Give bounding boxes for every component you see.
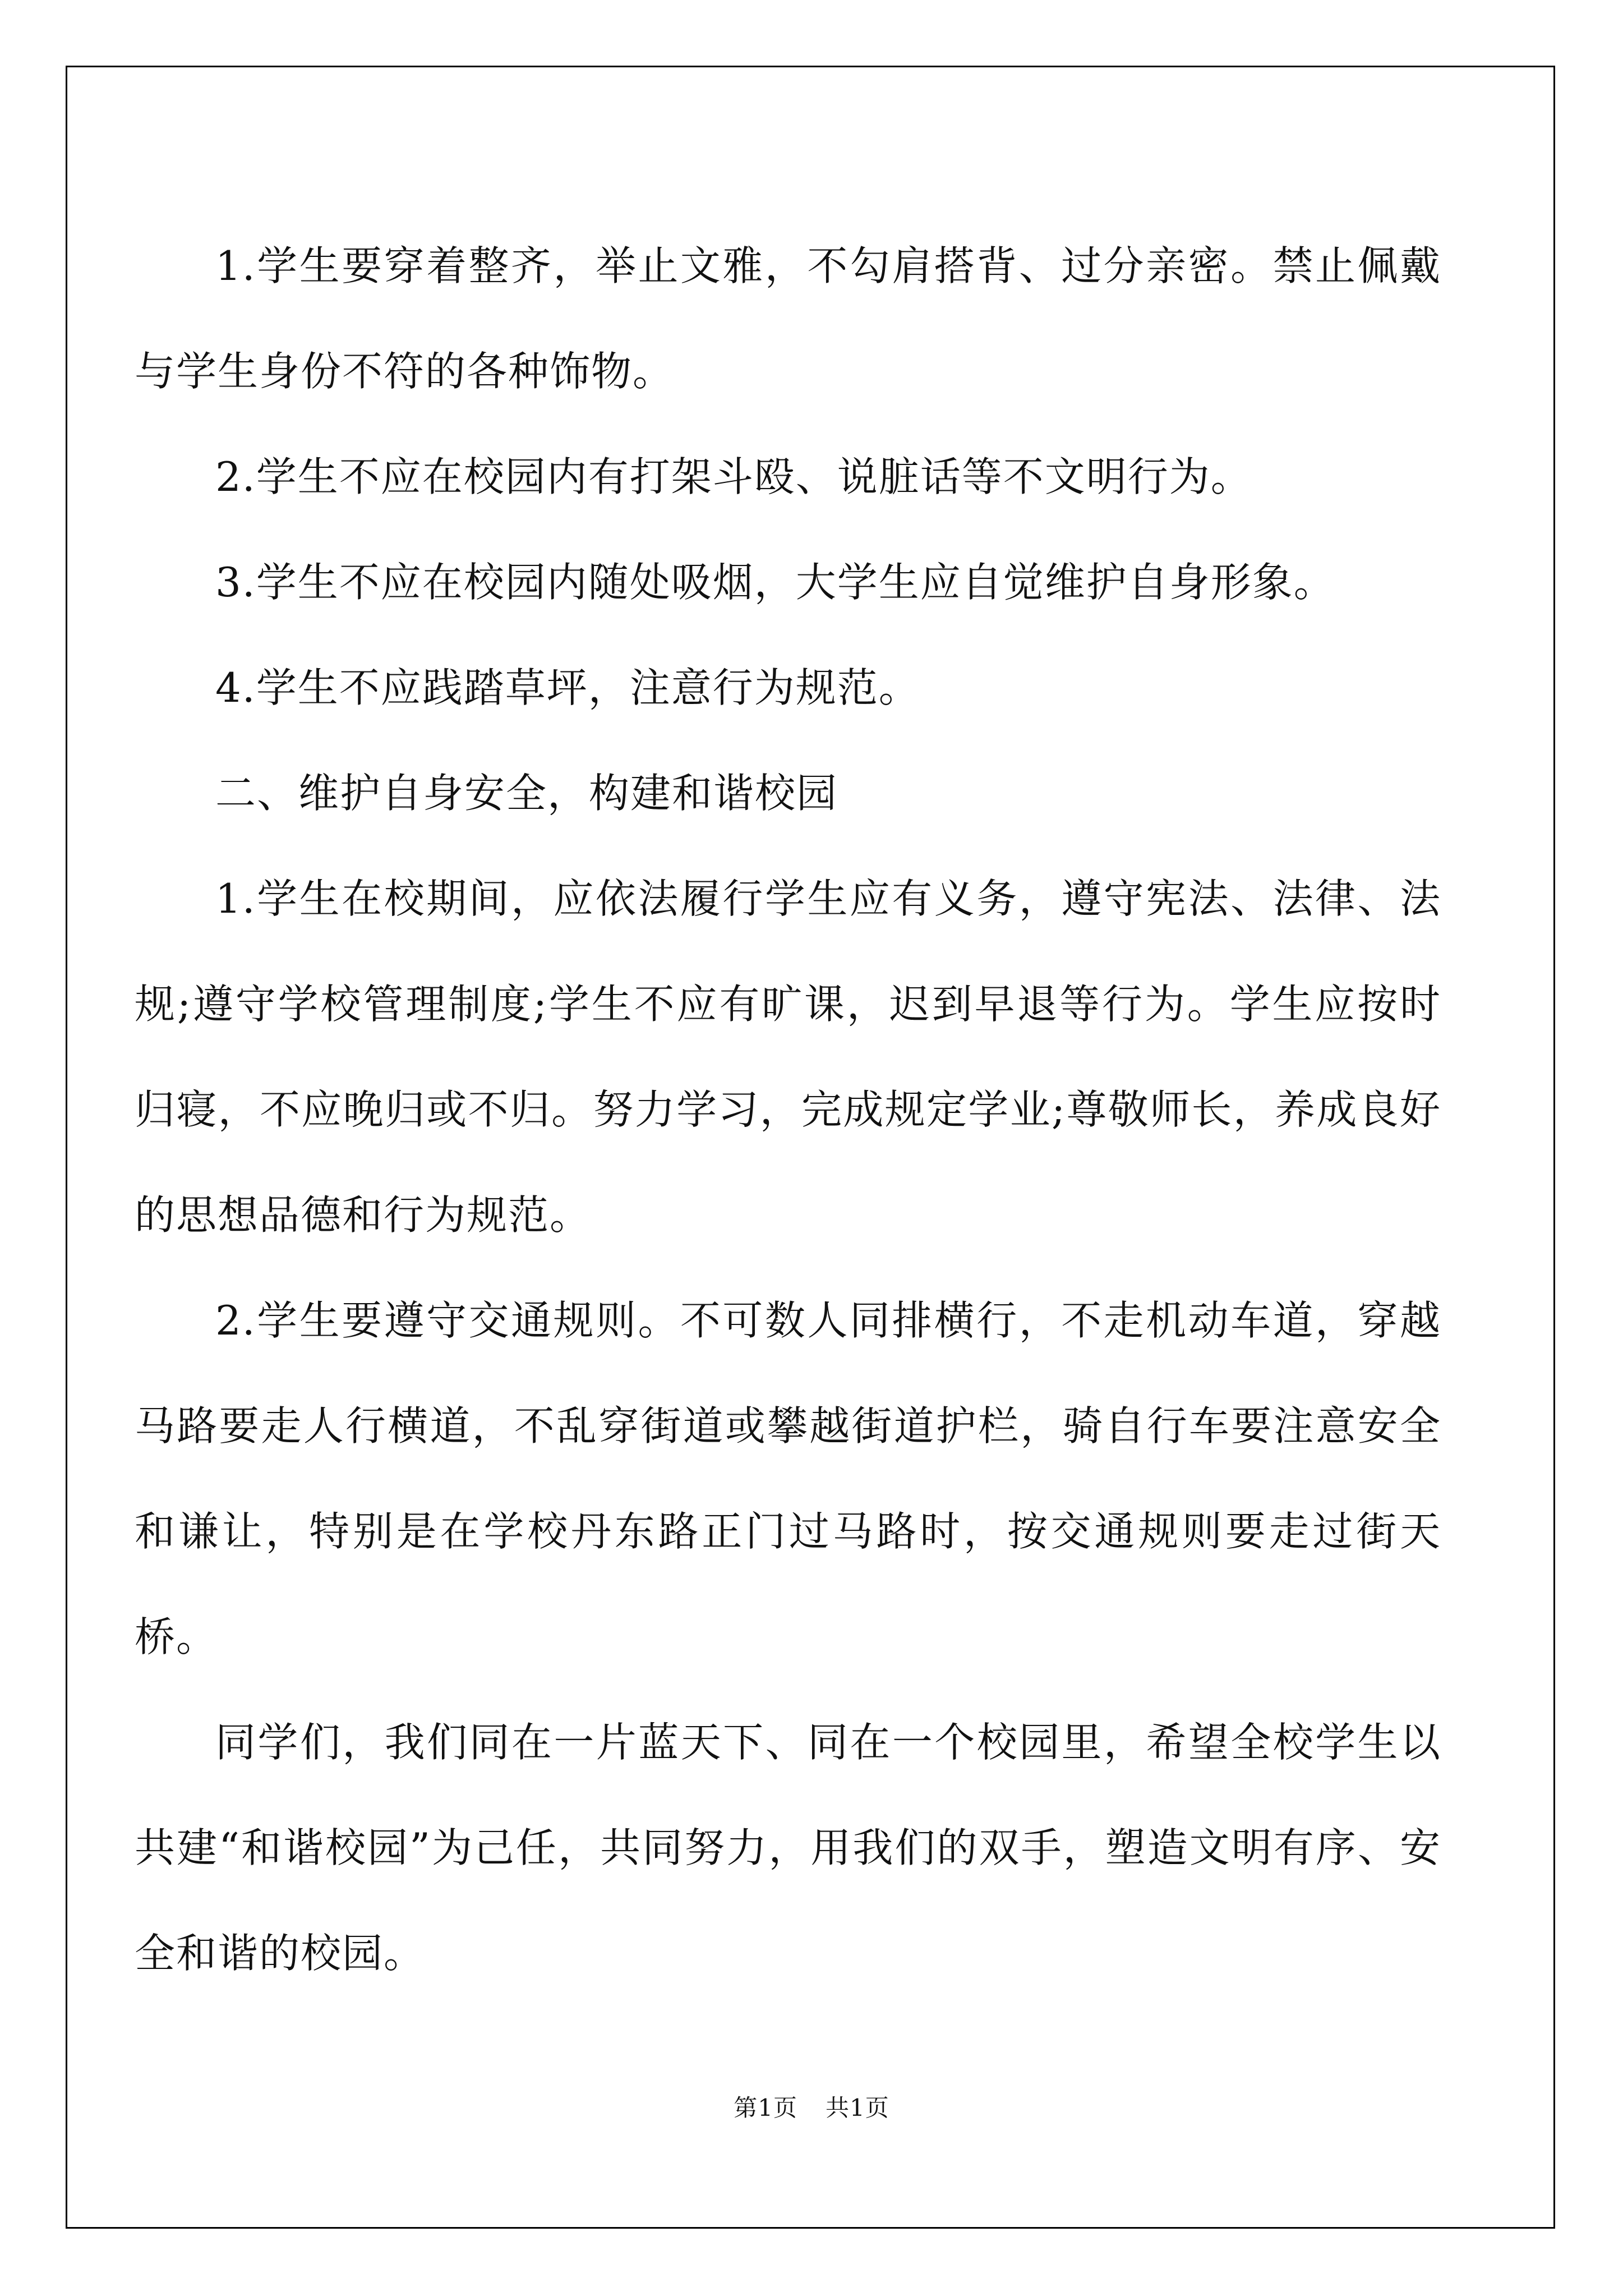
paragraph-7: 同学们，我们同在一片蓝天下、同在一个校园里，希望全校学生以共建“和谐校园”为己任，共同努力，用我们的双手，塑造文明有序、安全和谐的校园。 [135,1719,1441,1977]
paragraph-6: 2.学生要遵守交通规则。不可数人同排横行，不走机动车道，穿越马路要走人行横道，不乱穿街道或攀越街道护栏，骑自行车要注意安全和谦让，特别是在学校丹东路正门过马路时，按交通规则要走过街天桥。 [135,1297,1441,1660]
page-total: 共1页 [826,2094,889,2122]
paragraph-2: 2.学生不应在校园内有打架斗殴、说脏话等不文明行为。 [215,453,1252,500]
page-number: 第1页 [734,2094,797,2122]
paragraph-5: 1.学生在校期间，应依法履行学生应有义务，遵守宪法、法律、法规;遵守学校管理制度;学生不应有旷课，迟到早退等行为。学生应按时归寝，不应晚归或不归。努力学习，完成规定学业;尊敬师长，养成良好的思想品德和行为规范。 [135,875,1441,1239]
page-footer [0,2090,1623,2123]
paragraph-4: 4.学生不应践踏草坪，注意行为规范。 [215,664,920,711]
section-heading: 二、维护自身安全，构建和谐校园 [215,770,838,817]
paragraph-3: 3.学生不应在校园内随处吸烟，大学生应自觉维护自身形象。 [215,559,1335,606]
paragraph-1: 1.学生要穿着整齐，举止文雅，不勾肩搭背、过分亲密。禁止佩戴与学生身份不符的各种饰物。 [135,242,1441,395]
document-body [135,213,1441,2006]
